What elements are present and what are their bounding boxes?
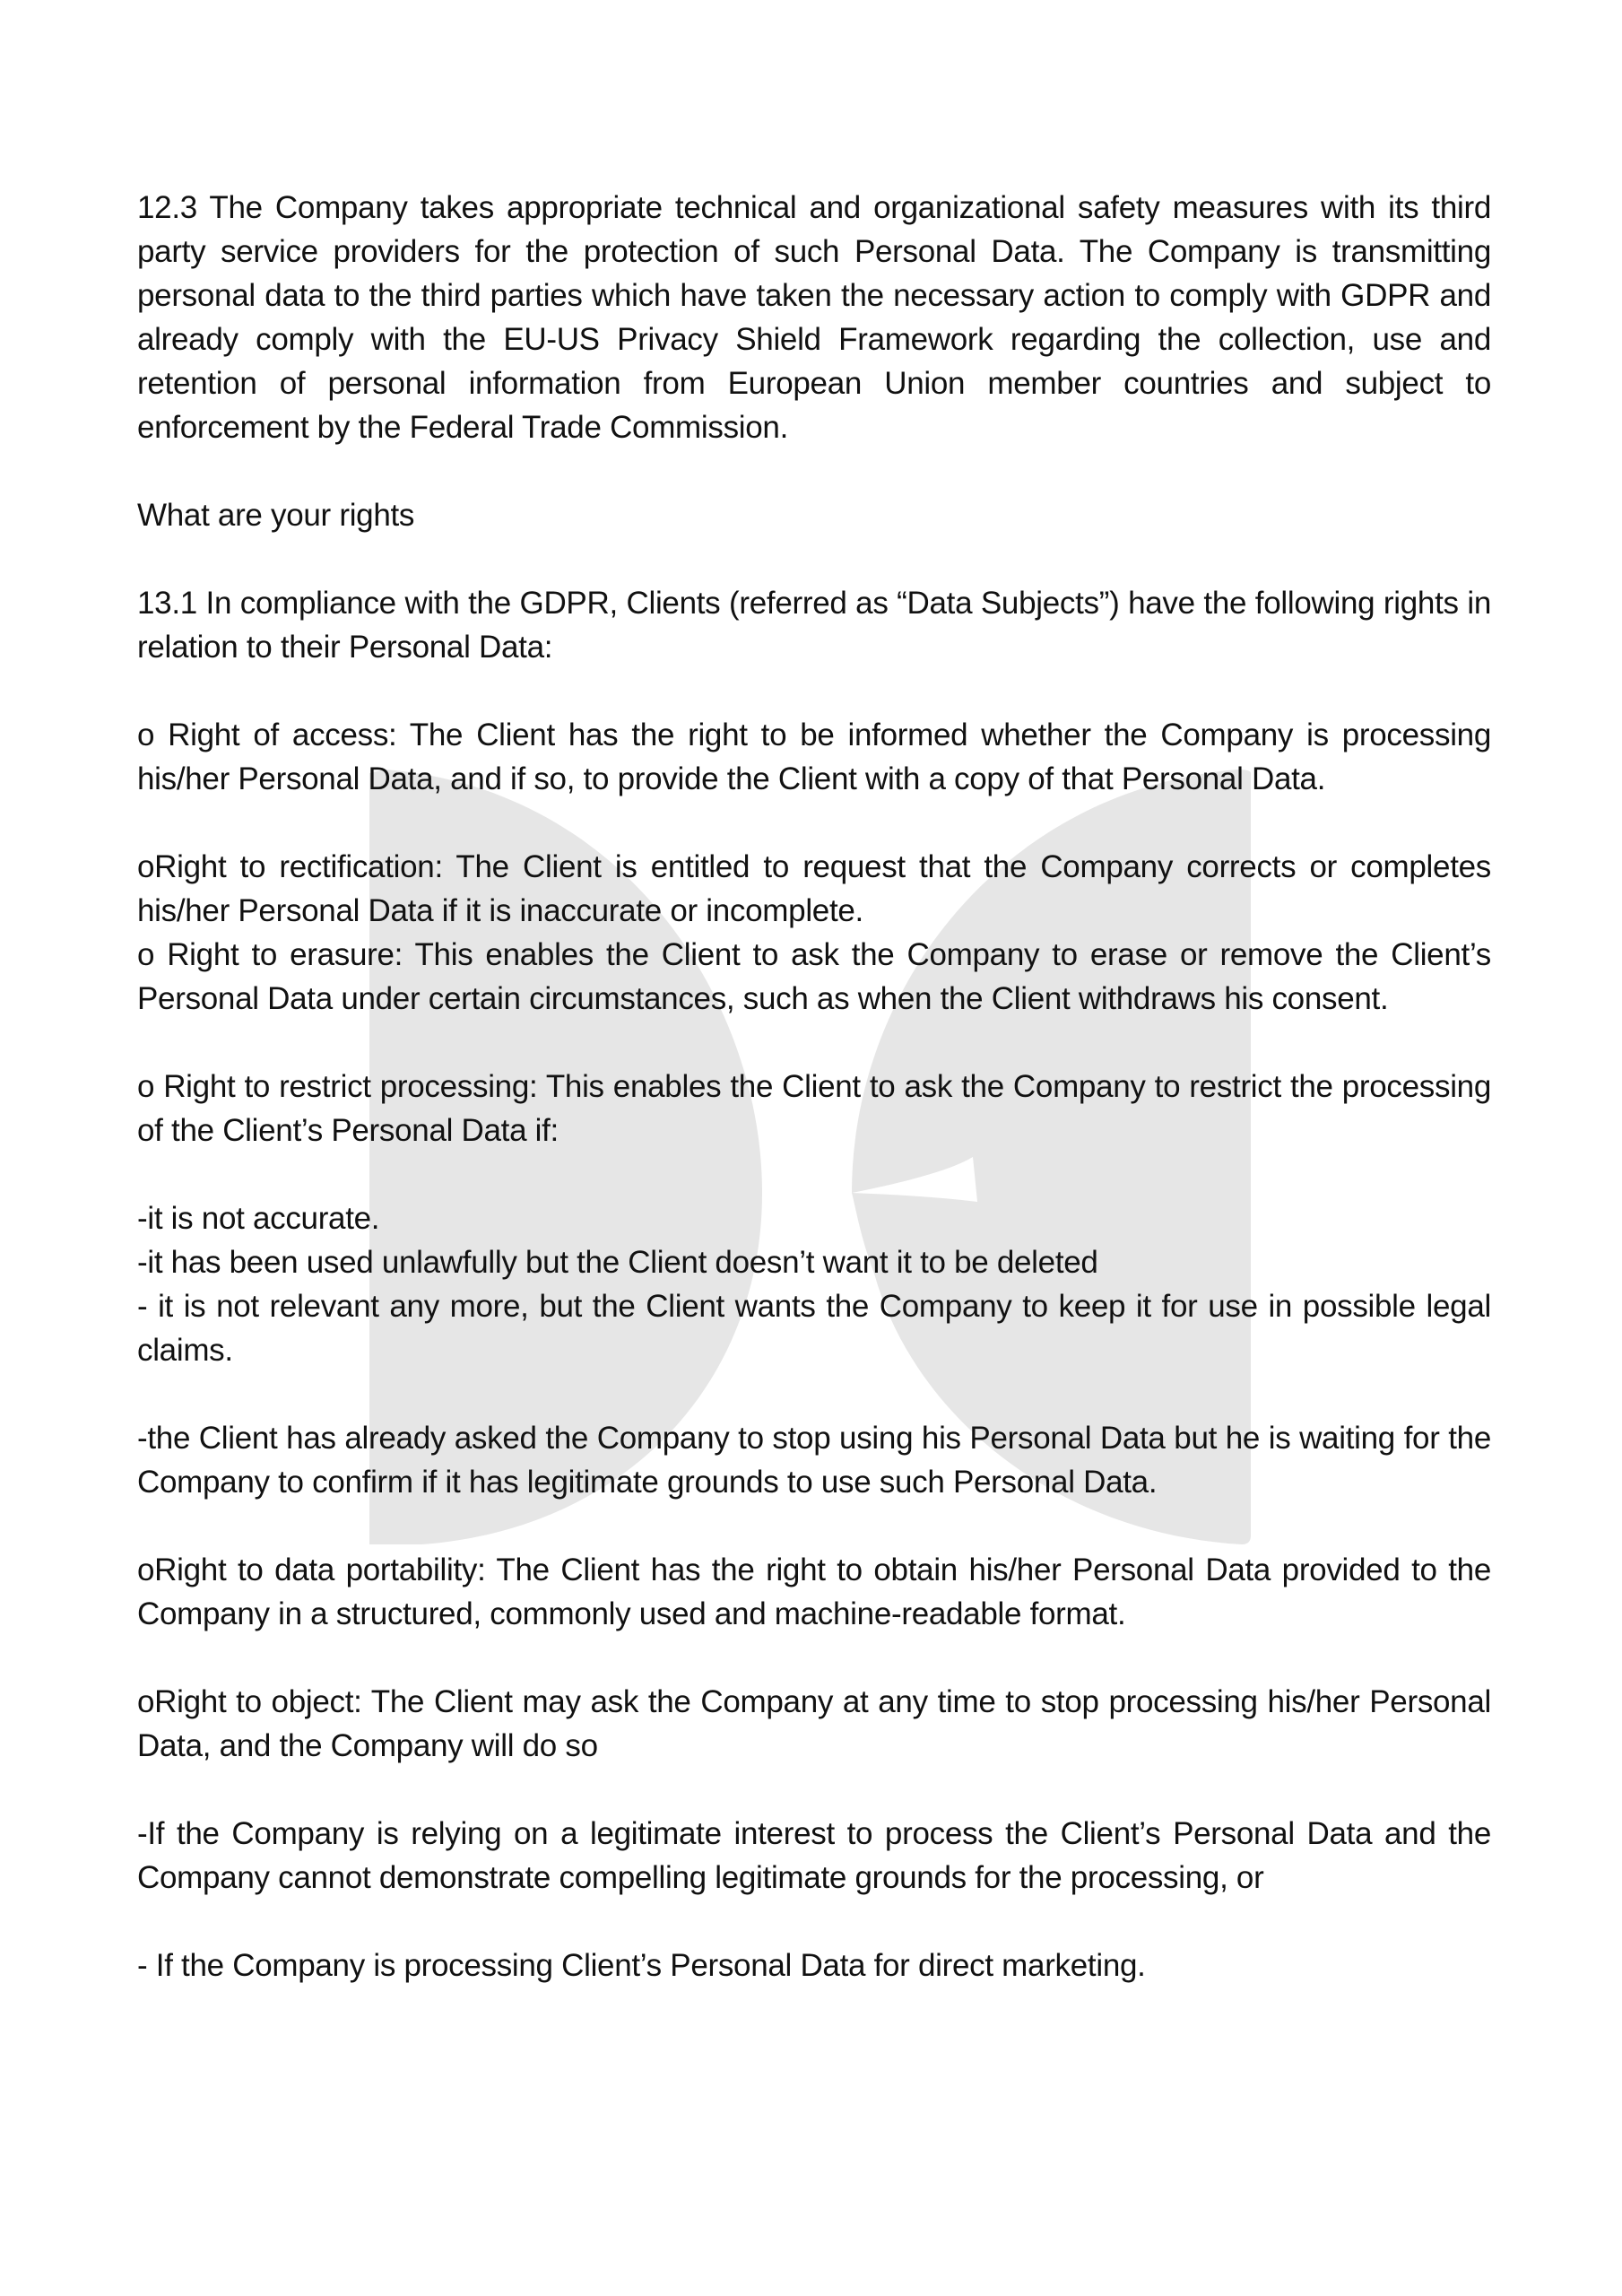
spacer xyxy=(137,1900,1491,1944)
object-condition-item: - If the Company is processing Client’s Personal Data for direct marketing. xyxy=(137,1948,1146,1983)
restrict-condition-item: - it is not relevant any more, but the Client wants the Company to keep it for use in possible legal claims. xyxy=(137,1289,1491,1368)
paragraph-13-1: 13.1 In compliance with the GDPR, Clients (referred as “Data Subjects”) have the following rights in relation to their Personal Data: xyxy=(137,586,1491,665)
right-to-erasure: o Right to erasure: This enables the Client to ask the Company to erase or remove the Client’s Personal Data under certain circumstances, such as when the Client withdraws his consent. xyxy=(137,937,1491,1016)
spacer xyxy=(137,1152,1491,1196)
spacer xyxy=(137,537,1491,581)
restrict-condition-item: -it has been used unlawfully but the Client doesn’t want it to be deleted xyxy=(137,1245,1098,1280)
spacer xyxy=(137,1372,1491,1416)
spacer xyxy=(137,1636,1491,1680)
paragraph-12-3: 12.3 The Company takes appropriate technical and organizational safety measures with its third party service providers for the protection of such Personal Data. The Company is transmitting personal data to the third parties which have taken the necessary action to comply with GDPR and already comply with the EU-US Privacy Shield Framework regarding the collection, use and retention of personal information from European Union member countries and subject to enforcement by the Federal Trade Commission. xyxy=(137,190,1491,445)
spacer xyxy=(137,1504,1491,1548)
right-to-object: oRight to object: The Client may ask the Company at any time to stop processing his/her Personal Data, and the Company will do so xyxy=(137,1684,1491,1763)
right-to-rectification: oRight to rectification: The Client is entitled to request that the Company corrects or completes his/her Personal Data if it is inaccurate or incomplete. xyxy=(137,849,1491,928)
spacer xyxy=(137,1768,1491,1812)
right-to-data-portability: oRight to data portability: The Client has the right to obtain his/her Personal Data provided to the Company in a structured, commonly used and machine-readable format. xyxy=(137,1552,1491,1631)
right-of-access: o Right of access: The Client has the right to be informed whether the Company is processing his/her Personal Data, and if so, to provide the Client with a copy of that Personal Data. xyxy=(137,718,1491,796)
restrict-condition-item: -it is not accurate. xyxy=(137,1201,380,1236)
document-body xyxy=(137,186,1491,1987)
spacer xyxy=(137,669,1491,713)
restrict-condition-item: -the Client has already asked the Company to stop using his Personal Data but he is waiting for the Company to confirm if it has legitimate grounds to use such Personal Data. xyxy=(137,1421,1491,1500)
spacer xyxy=(137,449,1491,493)
spacer xyxy=(137,801,1491,845)
object-condition-item: -If the Company is relying on a legitimate interest to process the Client’s Personal Data and the Company cannot demonstrate compelling legitimate grounds for the processing, or xyxy=(137,1816,1491,1895)
section-heading-rights: What are your rights xyxy=(137,498,415,533)
spacer xyxy=(137,1021,1491,1065)
right-to-restrict-processing: o Right to restrict processing: This enables the Client to ask the Company to restrict the processing of the Client’s Personal Data if: xyxy=(137,1069,1491,1148)
